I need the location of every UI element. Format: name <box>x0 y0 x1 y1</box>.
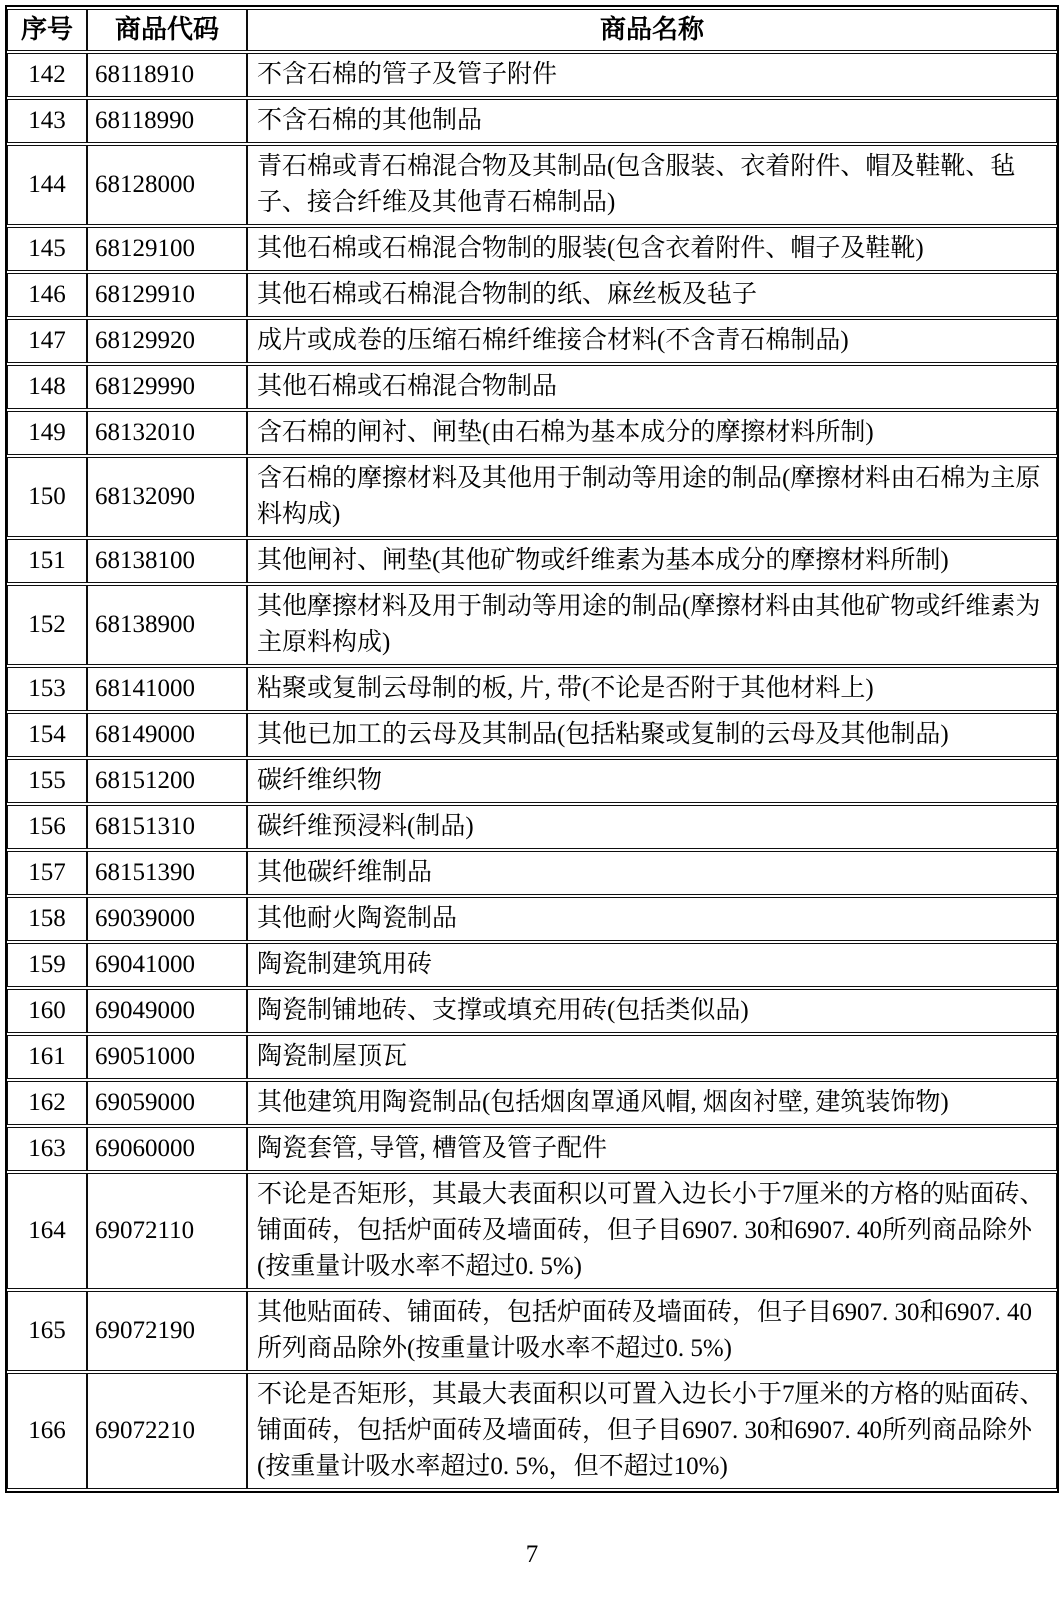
commodity-code-cell: 68118910 <box>87 53 247 97</box>
commodity-name-cell: 其他摩擦材料及用于制动等用途的制品(摩擦材料由其他矿物或纤维素为主原料构成) <box>247 585 1057 665</box>
commodity-name-cell: 其他耐火陶瓷制品 <box>247 897 1057 941</box>
serial-number-cell: 151 <box>7 539 87 583</box>
commodity-name-cell: 其他石棉或石棉混合物制品 <box>247 365 1057 409</box>
table-row <box>7 585 1057 665</box>
serial-number-cell: 148 <box>7 365 87 409</box>
commodity-code-cell: 68118990 <box>87 99 247 143</box>
header-serial-number: 序号 <box>7 9 87 51</box>
serial-number-cell: 158 <box>7 897 87 941</box>
commodity-code-cell: 68141000 <box>87 667 247 711</box>
commodity-code-cell: 68132090 <box>87 457 247 537</box>
commodity-table <box>5 5 1059 1493</box>
serial-number-cell: 164 <box>7 1173 87 1289</box>
commodity-code-cell: 68128000 <box>87 145 247 225</box>
commodity-name-cell: 粘聚或复制云母制的板, 片, 带(不论是否附于其他材料上) <box>247 667 1057 711</box>
header-commodity-code: 商品代码 <box>87 9 247 51</box>
table-row <box>7 53 1057 97</box>
commodity-name-cell: 青石棉或青石棉混合物及其制品(包含服装、衣着附件、帽及鞋靴、毡子、接合纤维及其他青石棉制品) <box>247 145 1057 225</box>
commodity-name-cell: 陶瓷套管, 导管, 槽管及管子配件 <box>247 1127 1057 1171</box>
table-row <box>7 1173 1057 1289</box>
table-row <box>7 943 1057 987</box>
serial-number-cell: 143 <box>7 99 87 143</box>
commodity-name-cell: 其他石棉或石棉混合物制的服装(包含衣着附件、帽子及鞋靴) <box>247 227 1057 271</box>
serial-number-cell: 160 <box>7 989 87 1033</box>
commodity-code-cell: 68129100 <box>87 227 247 271</box>
table-row <box>7 989 1057 1033</box>
commodity-name-cell: 陶瓷制屋顶瓦 <box>247 1035 1057 1079</box>
table-row <box>7 227 1057 271</box>
commodity-name-cell: 碳纤维织物 <box>247 759 1057 803</box>
serial-number-cell: 155 <box>7 759 87 803</box>
commodity-code-cell: 68129990 <box>87 365 247 409</box>
commodity-name-cell: 成片或成卷的压缩石棉纤维接合材料(不含青石棉制品) <box>247 319 1057 363</box>
table-row <box>7 1291 1057 1371</box>
commodity-code-cell: 68138900 <box>87 585 247 665</box>
commodity-name-cell: 不论是否矩形，其最大表面积以可置入边长小于7厘米的方格的贴面砖、铺面砖，包括炉面砖及墙面砖，但子目6907. 30和6907. 40所列商品除外(按重量计吸水率不超过0. 5%) <box>247 1173 1057 1289</box>
commodity-code-cell: 69072190 <box>87 1291 247 1371</box>
table-row <box>7 411 1057 455</box>
serial-number-cell: 147 <box>7 319 87 363</box>
commodity-code-cell: 69072110 <box>87 1173 247 1289</box>
commodity-name-cell: 其他闸衬、闸垫(其他矿物或纤维素为基本成分的摩擦材料所制) <box>247 539 1057 583</box>
table-row <box>7 713 1057 757</box>
commodity-code-cell: 68129910 <box>87 273 247 317</box>
commodity-code-cell: 69051000 <box>87 1035 247 1079</box>
commodity-name-cell: 不论是否矩形，其最大表面积以可置入边长小于7厘米的方格的贴面砖、铺面砖，包括炉面砖及墙面砖，但子目6907. 30和6907. 40所列商品除外(按重量计吸水率超过0. 5%，但不超过10%) <box>247 1373 1057 1489</box>
commodity-name-cell: 其他已加工的云母及其制品(包括粘聚或复制的云母及其他制品) <box>247 713 1057 757</box>
commodity-code-cell: 69049000 <box>87 989 247 1033</box>
serial-number-cell: 142 <box>7 53 87 97</box>
serial-number-cell: 162 <box>7 1081 87 1125</box>
commodity-name-cell: 不含石棉的管子及管子附件 <box>247 53 1057 97</box>
commodity-code-cell: 68151390 <box>87 851 247 895</box>
commodity-name-cell: 其他建筑用陶瓷制品(包括烟囱罩通风帽, 烟囱衬壁, 建筑装饰物) <box>247 1081 1057 1125</box>
serial-number-cell: 165 <box>7 1291 87 1371</box>
commodity-name-cell: 含石棉的摩擦材料及其他用于制动等用途的制品(摩擦材料由石棉为主原料构成) <box>247 457 1057 537</box>
table-row <box>7 99 1057 143</box>
serial-number-cell: 150 <box>7 457 87 537</box>
serial-number-cell: 156 <box>7 805 87 849</box>
commodity-name-cell: 陶瓷制建筑用砖 <box>247 943 1057 987</box>
serial-number-cell: 163 <box>7 1127 87 1171</box>
commodity-name-cell: 陶瓷制铺地砖、支撑或填充用砖(包括类似品) <box>247 989 1057 1033</box>
table-row <box>7 145 1057 225</box>
page-number: 7 <box>525 1541 539 1568</box>
serial-number-cell: 144 <box>7 145 87 225</box>
commodity-code-cell: 69060000 <box>87 1127 247 1171</box>
table-row <box>7 851 1057 895</box>
commodity-code-cell: 68129920 <box>87 319 247 363</box>
commodity-name-cell: 其他石棉或石棉混合物制的纸、麻丝板及毡子 <box>247 273 1057 317</box>
serial-number-cell: 146 <box>7 273 87 317</box>
commodity-code-cell: 68149000 <box>87 713 247 757</box>
table-row <box>7 1035 1057 1079</box>
table-row <box>7 805 1057 849</box>
table-row <box>7 1127 1057 1171</box>
commodity-name-cell: 碳纤维预浸料(制品) <box>247 805 1057 849</box>
commodity-code-cell: 69041000 <box>87 943 247 987</box>
commodity-name-cell: 含石棉的闸衬、闸垫(由石棉为基本成分的摩擦材料所制) <box>247 411 1057 455</box>
commodity-code-cell: 69039000 <box>87 897 247 941</box>
table-row <box>7 667 1057 711</box>
table-row <box>7 273 1057 317</box>
commodity-code-cell: 68151310 <box>87 805 247 849</box>
serial-number-cell: 145 <box>7 227 87 271</box>
serial-number-cell: 157 <box>7 851 87 895</box>
table-row <box>7 759 1057 803</box>
table-header <box>7 9 1057 51</box>
table-row <box>7 457 1057 537</box>
commodity-code-cell: 68138100 <box>87 539 247 583</box>
commodity-code-cell: 69072210 <box>87 1373 247 1489</box>
table-body <box>7 53 1057 1489</box>
serial-number-cell: 152 <box>7 585 87 665</box>
serial-number-cell: 154 <box>7 713 87 757</box>
commodity-name-cell: 其他贴面砖、铺面砖，包括炉面砖及墙面砖，但子目6907. 30和6907. 40所列商品除外(按重量计吸水率不超过0. 5%) <box>247 1291 1057 1371</box>
serial-number-cell: 166 <box>7 1373 87 1489</box>
commodity-name-cell: 其他碳纤维制品 <box>247 851 1057 895</box>
serial-number-cell: 153 <box>7 667 87 711</box>
table-row <box>7 365 1057 409</box>
table-row <box>7 897 1057 941</box>
header-commodity-name: 商品名称 <box>247 9 1057 51</box>
commodity-name-cell: 不含石棉的其他制品 <box>247 99 1057 143</box>
table-row <box>7 1373 1057 1489</box>
serial-number-cell: 159 <box>7 943 87 987</box>
serial-number-cell: 149 <box>7 411 87 455</box>
commodity-code-cell: 68151200 <box>87 759 247 803</box>
serial-number-cell: 161 <box>7 1035 87 1079</box>
table-row <box>7 1081 1057 1125</box>
commodity-code-cell: 69059000 <box>87 1081 247 1125</box>
commodity-code-cell: 68132010 <box>87 411 247 455</box>
header-row <box>7 9 1057 51</box>
table-row <box>7 539 1057 583</box>
table-row <box>7 319 1057 363</box>
